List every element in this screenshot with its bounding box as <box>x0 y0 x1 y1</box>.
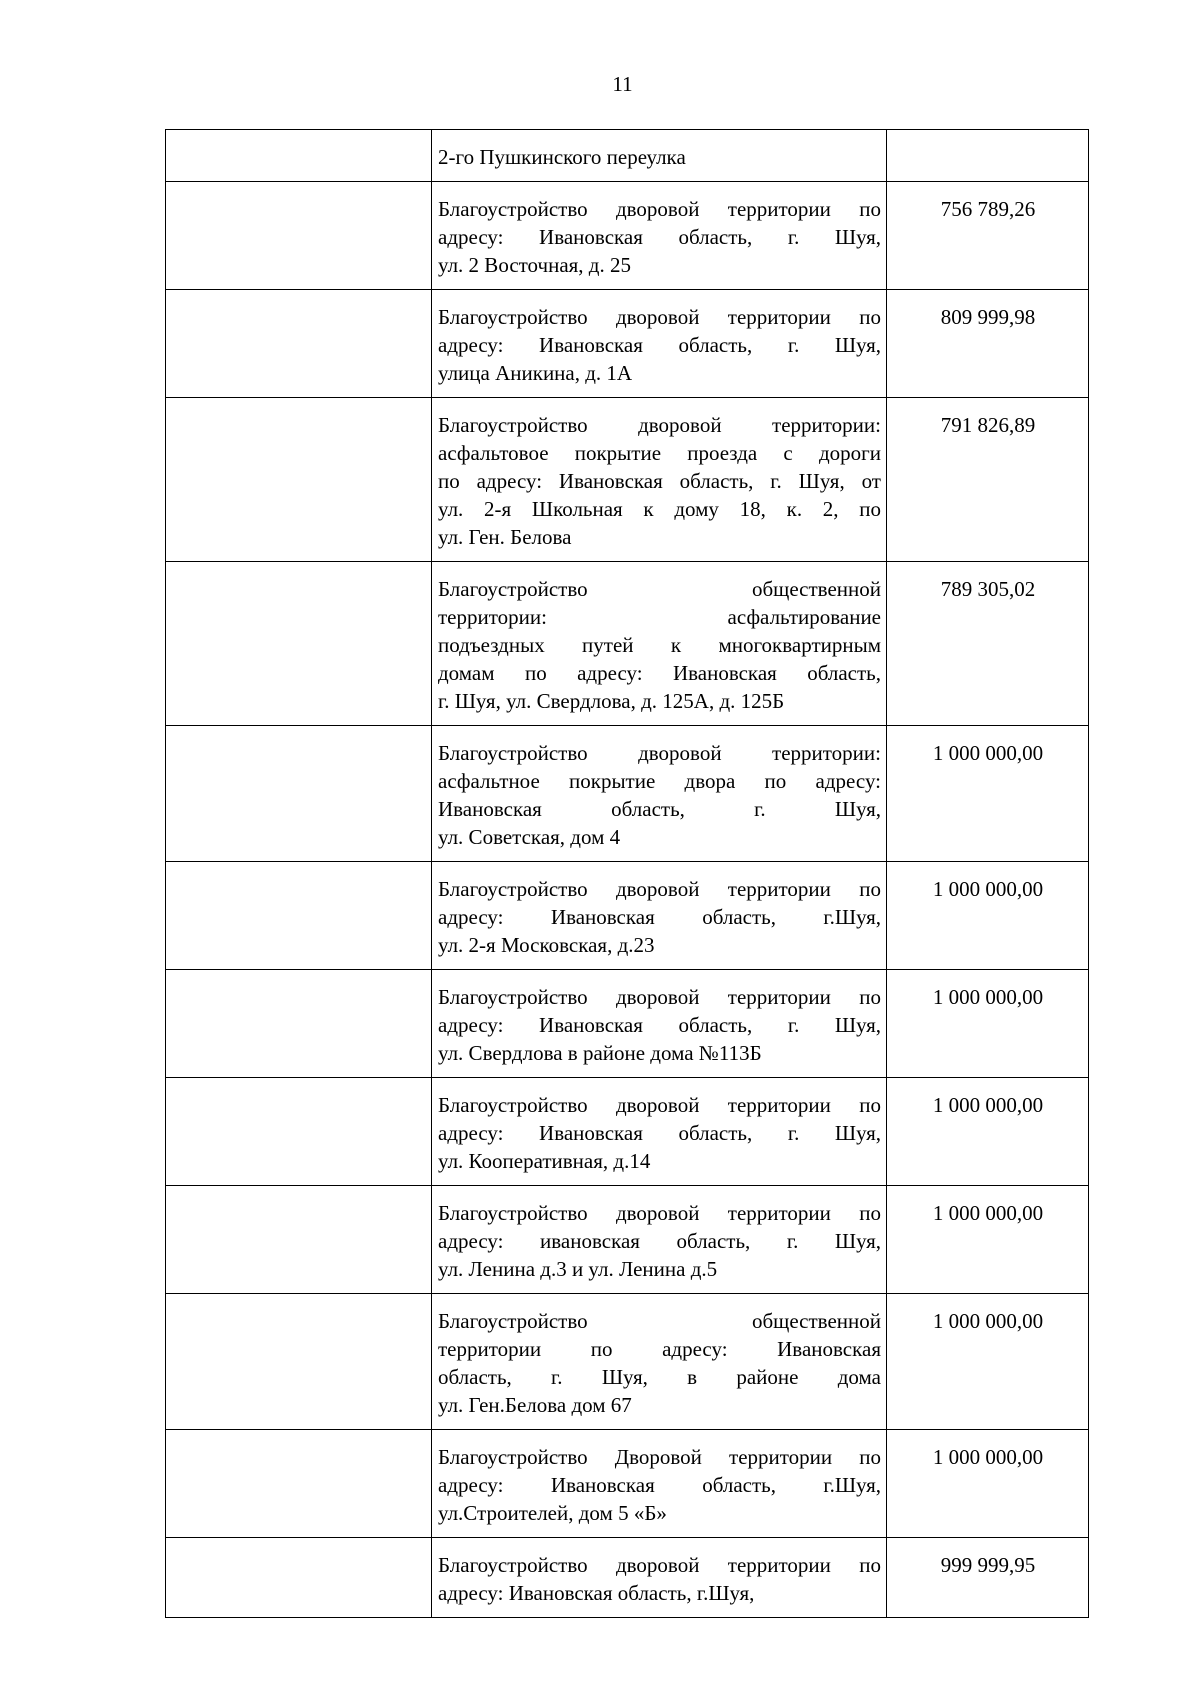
description-line: Благоустройство общественной <box>438 577 881 601</box>
row-number-cell <box>166 562 432 726</box>
project-description-cell <box>432 726 887 862</box>
description-line: ул. Советская, дом 4 <box>438 825 621 849</box>
description-line: г. Шуя, ул. Свердлова, д. 125А, д. 125Б <box>438 689 785 713</box>
project-description-cell <box>432 290 887 398</box>
description-line: адресу: Ивановская область, г. Шуя, <box>438 1013 881 1037</box>
amount-cell: 1 000 000,00 <box>887 1294 1089 1430</box>
table-row <box>166 1538 1089 1618</box>
table-row <box>166 182 1089 290</box>
description-line: Благоустройство общественной <box>438 1309 881 1333</box>
amount-cell: 1 000 000,00 <box>887 1186 1089 1294</box>
row-number-cell <box>166 726 432 862</box>
table-row <box>166 562 1089 726</box>
description-line: адресу: ивановская область, г. Шуя, <box>438 1229 881 1253</box>
amount-cell: 789 305,02 <box>887 562 1089 726</box>
row-number-cell <box>166 1078 432 1186</box>
table-row <box>166 1078 1089 1186</box>
description-line: Благоустройство дворовой территории по <box>438 197 881 221</box>
description-line: ул. Свердлова в районе дома №113Б <box>438 1041 762 1065</box>
table-row <box>166 130 1089 182</box>
description-line: адресу: Ивановская область, г. Шуя, <box>438 1121 881 1145</box>
row-number-cell <box>166 1186 432 1294</box>
projects-table <box>165 129 1089 1618</box>
description-line: адресу: Ивановская область, г.Шуя, <box>438 1581 755 1605</box>
description-line: Благоустройство дворовой территории по <box>438 1093 881 1117</box>
table-body <box>166 130 1089 1618</box>
project-description-cell <box>432 130 887 182</box>
row-number-cell <box>166 182 432 290</box>
description-line: адресу: Ивановская область, г.Шуя, <box>438 1473 881 1497</box>
row-number-cell <box>166 398 432 562</box>
project-description-cell <box>432 182 887 290</box>
description-line: ул. Ген. Белова <box>438 525 572 549</box>
amount-cell: 1 000 000,00 <box>887 970 1089 1078</box>
description-line: территории по адресу: Ивановская <box>438 1337 881 1361</box>
project-description-cell <box>432 970 887 1078</box>
page-number: 11 <box>612 72 633 96</box>
description-line: улица Аникина, д. 1А <box>438 361 633 385</box>
description-line: ул. Ген.Белова дом 67 <box>438 1393 632 1417</box>
description-line: территории: асфальтирование <box>438 605 881 629</box>
description-line: Благоустройство Дворовой территории по <box>438 1445 881 1469</box>
row-number-cell <box>166 1538 432 1618</box>
description-line: адресу: Ивановская область, г. Шуя, <box>438 333 881 357</box>
row-number-cell <box>166 290 432 398</box>
description-line: ул. 2 Восточная, д. 25 <box>438 253 631 277</box>
table-row <box>166 1430 1089 1538</box>
row-number-cell <box>166 862 432 970</box>
project-description-cell <box>432 562 887 726</box>
description-line: Благоустройство дворовой территории по <box>438 1553 881 1577</box>
description-line: Благоустройство дворовой территории по <box>438 985 881 1009</box>
description-line: домам по адресу: Ивановская область, <box>438 661 881 685</box>
project-description-cell <box>432 1538 887 1618</box>
amount-cell: 1 000 000,00 <box>887 1078 1089 1186</box>
description-line: Ивановская область, г. Шуя, <box>438 797 881 821</box>
description-line: адресу: Ивановская область, г.Шуя, <box>438 905 881 929</box>
project-description-cell <box>432 1430 887 1538</box>
row-number-cell <box>166 1430 432 1538</box>
amount-cell: 809 999,98 <box>887 290 1089 398</box>
amount-cell: 1 000 000,00 <box>887 862 1089 970</box>
description-line: подъездных путей к многоквартирным <box>438 633 881 657</box>
description-line: ул. Ленина д.3 и ул. Ленина д.5 <box>438 1257 718 1281</box>
description-line: Благоустройство дворовой территории: <box>438 413 881 437</box>
description-line: область, г. Шуя, в районе дома <box>438 1365 881 1389</box>
project-description-cell <box>432 398 887 562</box>
amount-cell: 1 000 000,00 <box>887 1430 1089 1538</box>
table-row <box>166 970 1089 1078</box>
amount-cell: 999 999,95 <box>887 1538 1089 1618</box>
description-line: ул. 2-я Школьная к дому 18, к. 2, по <box>438 497 881 521</box>
description-line: Благоустройство дворовой территории по <box>438 877 881 901</box>
table-row <box>166 862 1089 970</box>
table-row <box>166 1186 1089 1294</box>
amount-cell: 1 000 000,00 <box>887 726 1089 862</box>
row-number-cell <box>166 970 432 1078</box>
row-number-cell <box>166 1294 432 1430</box>
description-line: Благоустройство дворовой территории: <box>438 741 881 765</box>
description-line: асфальтовое покрытие проезда с дороги <box>438 441 881 465</box>
description-line: ул.Строителей, дом 5 «Б» <box>438 1501 667 1525</box>
amount-cell: 756 789,26 <box>887 182 1089 290</box>
description-line: по адресу: Ивановская область, г. Шуя, от <box>438 469 881 493</box>
row-number-cell <box>166 130 432 182</box>
description-line: ул. Кооперативная, д.14 <box>438 1149 651 1173</box>
description-line: 2-го Пушкинского переулка <box>438 145 686 169</box>
description-line: Благоустройство дворовой территории по <box>438 1201 881 1225</box>
amount-cell: 791 826,89 <box>887 398 1089 562</box>
project-description-cell <box>432 1186 887 1294</box>
table-row <box>166 726 1089 862</box>
project-description-cell <box>432 1294 887 1430</box>
project-description-cell <box>432 1078 887 1186</box>
description-line: адресу: Ивановская область, г. Шуя, <box>438 225 881 249</box>
table-row <box>166 1294 1089 1430</box>
description-line: ул. 2-я Московская, д.23 <box>438 933 655 957</box>
project-description-cell <box>432 862 887 970</box>
description-line: Благоустройство дворовой территории по <box>438 305 881 329</box>
table-row <box>166 290 1089 398</box>
table-row <box>166 398 1089 562</box>
amount-cell <box>887 130 1089 182</box>
description-line: асфальтное покрытие двора по адресу: <box>438 769 881 793</box>
